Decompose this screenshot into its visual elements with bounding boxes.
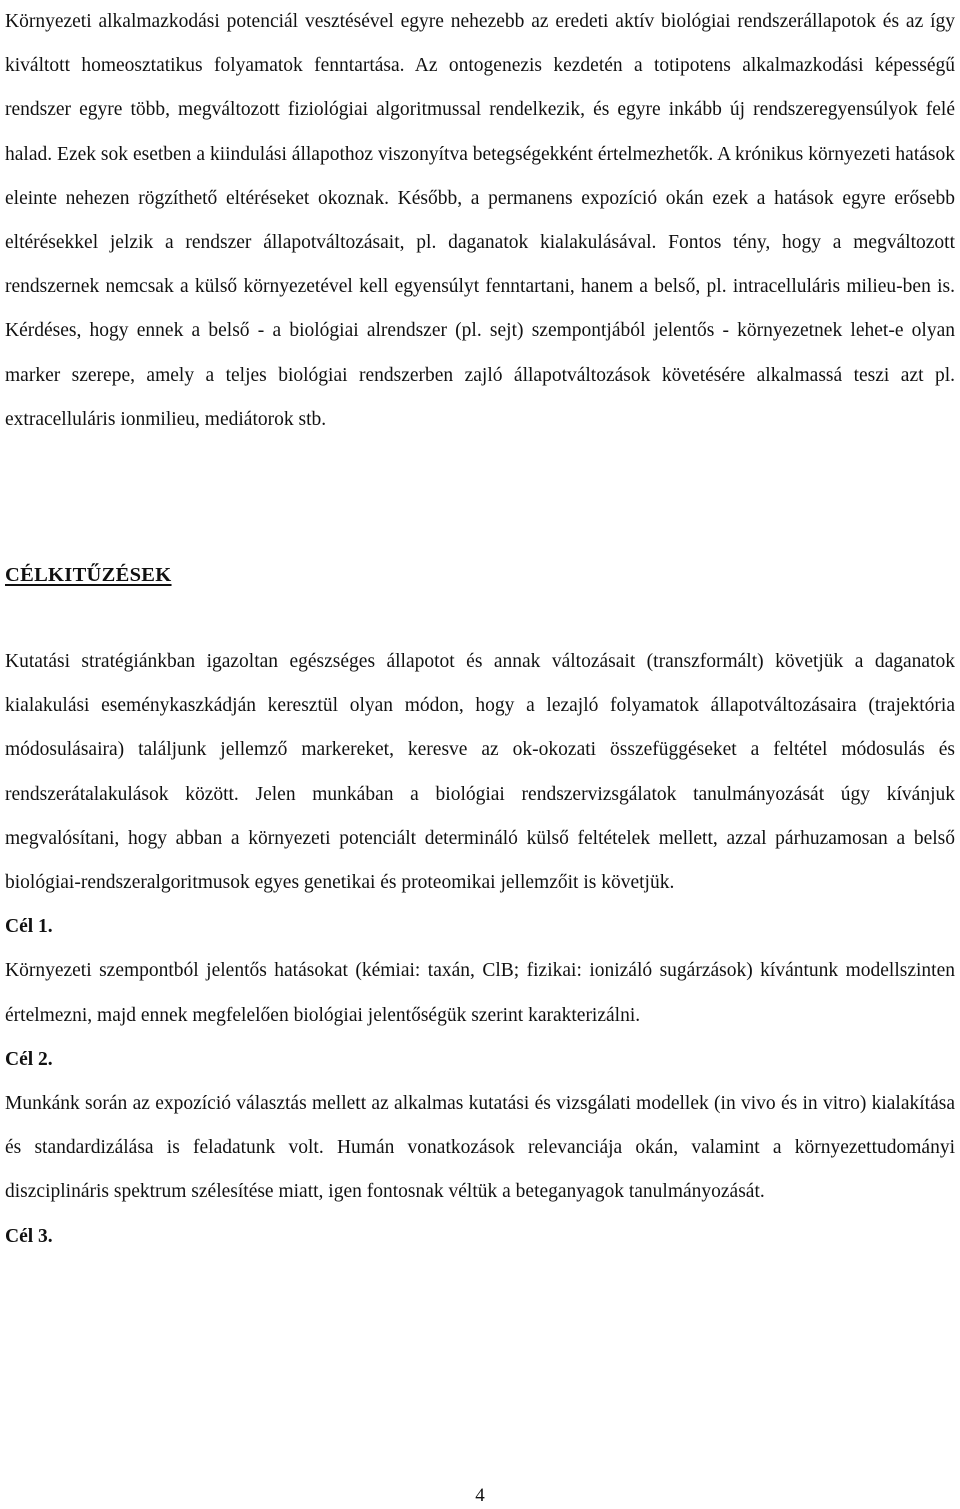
intro-paragraph: Környezeti alkalmazkodási potenciál vesztésével egyre nehezebb az eredeti aktív biológiai rendszerállapotok és az így kiváltott homeosztatikus folyamatok fenntartása. Az ontogenezis kezdetén a totipotens alkalmazkodási képességű rendszer egyre több, megváltozott fiziológiai algoritmussal rendelkezik, és egyre inkább új rendszeregyensúlyok felé halad. Ezek sok esetben a kiindulási állapothoz viszonyítva betegségekként értelmezhetők. A krónikus környezeti hatások eleinte nehezen rögzíthető eltéréseket okoznak. Később, a permanens expozíció okán ezek a hatások egyre erősebb eltérésekkel jelzik a rendszer állapotváltozásait, pl. daganatok kialakulásával. Fontos tény, hogy a megváltozott rendszernek nemcsak a külső környezetével kell egyensúlyt fenntartani, hanem a belső, pl. intracelluláris milieu-ben is. Kérdéses, hogy ennek a belső - a biológiai alrendszer (pl. sejt) szempontjából jelentős - környezetnek lehet-e olyan marker szerepe, amely a teljes biológiai rendszerben zajló állapotváltozások követésére alkalmassá teszi azt pl. extracelluláris ionmilieu, mediátorok stb. (5, 11, 955, 430)
document-page (5, 0, 955, 1247)
goal-1-label: Cél 1. (5, 916, 53, 938)
section-heading: CÉLKITŰZÉSEK (5, 564, 172, 586)
objectives-paragraph: Kutatási stratégiánkban igazoltan egészséges állapotot és annak változásait (transzformált) követjük a daganatok kialakulási eseménykaszkádján keresztül olyan módon, hogy a lezajló folyamatok állapotváltozásaira (trajektória módosulásaira) találjunk jellemző markereket, keresve az ok-okozati összefüggéseket a feltétel módosulás és rendszerátalakulások között. Jelen munkában a biológiai rendszervizsgálatok tanulmányozását úgy kívánjuk megvalósítani, hogy abban a környezeti potenciált determináló külső feltételek mellett, azzal párhuzamosan a belső biológiai-rendszeralgoritmusok egyes genetikai és proteomikai jellemzőit is követjük. (5, 651, 955, 894)
goal-2-text: Munkánk során az expozíció választás mellett az alkalmas kutatási és vizsgálati modellek (in vivo és in vitro) kialakítása és standardizálása is feladatunk volt. Humán vonatkozások relevanciája okán, valamint a környezettudományi diszciplináris spektrum szélesítése miatt, igen fontosnak véltük a beteganyagok tanulmányozását. (5, 1093, 955, 1203)
goal-1-text: Környezeti szempontból jelentős hatásokat (kémiai: taxán, ClB; fizikai: ionizáló sugárzások) kívántunk modellszinten értelmezni, majd ennek megfelelően biológiai jelentőségük szerint karakterizálni. (5, 960, 955, 1026)
page-number: 4 (475, 1485, 485, 1506)
objectives-section (5, 640, 955, 1259)
goal-2-label: Cél 2. (5, 1048, 53, 1070)
goal-3-label: Cél 3. (5, 1225, 53, 1247)
